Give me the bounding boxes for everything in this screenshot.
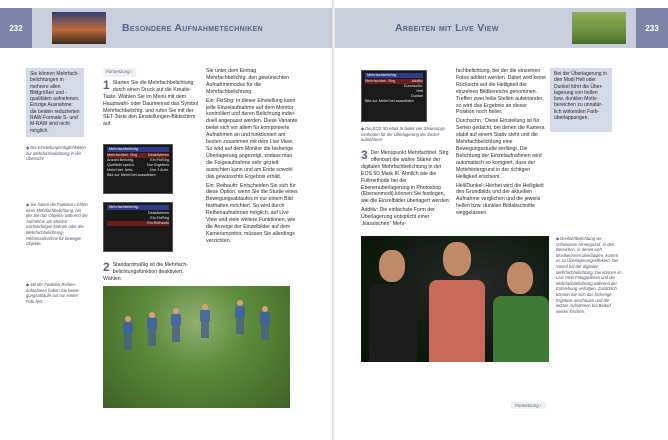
camera-menu-screenshot-1	[103, 144, 173, 194]
menu-row: Quellbild speich. Nur Ergebnis	[107, 163, 169, 167]
header-thumbnail	[52, 12, 106, 44]
camera-menu-screenshot-2	[103, 202, 173, 252]
menu-row: Mehrfachbel. Strg Additiv	[365, 79, 423, 83]
step-number: 1	[103, 77, 110, 92]
right-column-2	[456, 68, 546, 219]
multiple-exposure-photo	[103, 286, 290, 408]
menu-row: Deaktivieren	[147, 211, 169, 215]
jumper-figure	[121, 316, 135, 350]
left-header	[0, 8, 333, 48]
caption-band-photo: ◆Dreifachbelichtung vor schwarzem Hintergrund. In den Bereichen, in denen sich Musikerinnen überlappen, kommt es zu Überlagerungseffekten. Der Vorteil bei der digitalen Mehrfachbelichtung: Die können im Live View Fotografieren und die Mehrfachbelichtung während der Entstehung verfolgen. Zusätzlich können Sie sich das bisherige Ergebnis anschauen und die letzten Aufnahmen bei Bedarf wieder löschen.	[556, 236, 622, 314]
musician-figure	[369, 250, 419, 362]
step-2: 2 Standardmäßig ist die Mehrfachbelichtungsfunktion deaktiviert. Wählen	[103, 260, 188, 282]
musician-figure	[493, 262, 549, 362]
caption-modes: ◆Sie haben die Funktion Lichten einer Mehrfachbelichtung, bei der Sie das Objektiv während der Aufnahme am Monitor nachverfolgen können oder der Mehrfachbelichtung-Reihenaufnahme für bewegte Objekte.	[26, 202, 88, 247]
menu-row: Bild zur Mehrf.bel.auswählen	[107, 173, 156, 177]
caption-marker-icon: ◆	[361, 126, 365, 131]
left-column-2	[206, 68, 298, 247]
step-3: 3 Der Menüpunkt Mehrfachbel. Strg offenbart die wahre Stärke der digitalen Mehrfachbelichtung in der EOS 5D Mark III. Ähnlich wie die Füllmethode bei der Ebenenüberlagerung in Photoshop (Ebenenmodi) können Sie festlegen, wie die Einzelbilder überlagert werden: Additiv: Die einfachste Form der Überlagerung entspricht einer „klassischen“ Mehr-	[361, 148, 451, 228]
paragraph: Sie unter dem Eintrag Mehrfachbelichtg. den gewünschten Aufnahmemodus für die Mehrfachbelichtung:	[206, 68, 290, 95]
sidebar-note: Bei der Überlagerung in den Modi Hell oder Dunkel führt die Überlagerung von hellen bzw. dunklen Motivbereichen zu unnatürlich wirkenden Farbüberlappungen.	[550, 68, 612, 132]
step-1: 1 Starten Sie die Mehrfachbelichtung durch einen Druck auf die Kreativ-Taste. Wählen Sie im Menü mit dem Hauptwahl- oder Daumenrad das Symbol Mehrfachbelichtg. und rufen Sie mit der SET-Taste den Einstellungen-Bildschirm auf.	[103, 77, 199, 128]
right-page	[335, 0, 668, 440]
right-header	[335, 8, 668, 48]
menu-title: Mehrfachbelichtg.	[365, 73, 423, 78]
menu-row: Mehrf.bel. forts. Nur 1 Aufn.	[107, 168, 169, 172]
menu-row: Ein:FktStrg	[150, 216, 169, 220]
caption-series: ◆Mit der Funktion Reihenaufnahmen haben Sie bewegungsabläufe auf nur einem Foto fest.	[26, 282, 80, 304]
caption-menu-methods: ◆Die EOS 5D Mark III bietet vier Steuerungsmethoden für die Überlagerung der Einzelaufnahmen.	[361, 126, 447, 143]
jumper-figure	[258, 306, 272, 340]
paragraph: Hell/Dunkel: Hierbei wird die Helligkeit des Grundbilds und der aktuellen Aufnahme verglichen und die jeweils hellen bzw. dunklen Bildabschnitte weggelassen.	[456, 182, 544, 217]
step-number: 2	[103, 260, 110, 274]
header-thumbnail	[572, 12, 626, 44]
menu-row: Hell	[416, 89, 423, 93]
menu-row: Ein:Reihaufn	[107, 221, 169, 226]
chapter-title: Besondere Aufnahmetechniken	[122, 22, 263, 34]
jumper-figure	[169, 308, 183, 342]
caption-menu-overview: ◆Die Einstellungsmöglichkeiten zur Mehrfachbelichtung in der Übersicht	[26, 145, 86, 162]
jumper-figure	[233, 300, 247, 334]
menu-row: Bild zur Mehrf.bel.auswählen	[365, 99, 414, 103]
menu-title: Mehrfachbelichtg.	[107, 205, 169, 210]
left-column-1	[103, 68, 199, 130]
caption-marker-icon: ◆	[26, 202, 30, 207]
menu-title: Mehrfachbelichtg.	[107, 147, 169, 152]
menu-row: Dunkel	[411, 94, 423, 98]
jumper-figure	[198, 304, 212, 338]
paragraph: Ein: FktStrg: In dieser Einstellung kann jede Einzelaufnahme auf dem Monitor kontrolliert und deren Belichtung individuell angepasst werden. Diese Variante bietet sich vor allem für komponierte Aufnahmen an und funktioniert am besten zusammen mit dem Live View. So wird auf dem Monitor die bisherige Überlagerung angezeigt, sodass man die Folgeaufnahme sehr gezielt ausrichten kann und am Ende sowohl das gewünschte Ergebnis erhält.	[206, 97, 298, 180]
paragraph: fachbelichtung, bei der die einzelnen Fotos addiert werden. Dabei wird keine Rücksicht auf die Helligkeit der einzelnen Bildbereiche genommen. Treffen zwei helle Stellen aufeinander, so wird das Ergebnis an dieser Position noch heller.	[456, 68, 546, 116]
step-number: 3	[361, 148, 368, 162]
page-number: 232	[0, 8, 32, 48]
caption-marker-icon: ◆	[26, 282, 30, 287]
camera-menu-screenshot-3	[361, 70, 427, 122]
continuation-label: Fortsetzung ›	[511, 402, 546, 409]
paragraph: Additiv: Die einfachste Form der Überlagerung entspricht einer „klassischen“ Mehr-	[361, 207, 435, 228]
sidebar-note: Sie können Mehrfachbelichtungen in mehrere allen Bildgrößen und -qualitäten aufnehmen. Einzige Ausnahme: die beiden reduzierten RAW-Formate S- und M-RAW sind nicht möglich.	[26, 68, 84, 137]
caption-marker-icon: ◆	[26, 145, 30, 150]
paragraph: Ein: Reihaufn: Entscheiden Sie sich für diese Option, wenn Sie die Studie eines Bewegungsablaufes in nur einem Bild festhalten möchten. So wird durch Reihenaufnahmen möglich, auf Live View und viele weitere Funktionen, wie die Anzeige der Einzelbilder auf dem Kameramonitor, müssen Sie allerdings verzichten.	[206, 182, 298, 244]
paragraph: Durchschn.: Diese Einstellung ist für Serien gedacht, bei denen die Kamera stabil auf einem Stativ steht und die Mehrfachbelichtung eine Bewegungsstudie einfängt. Die Belichtung der Einzelaufnahmen wird automatisch so korrigiert, dass der Motivhintergrund in der richtigen Helligkeit erscheint.	[456, 118, 545, 180]
band-triple-exposure-photo	[361, 236, 549, 362]
caption-marker-icon: ◆	[556, 236, 560, 241]
continuation-label: Fortsetzung ›	[103, 68, 136, 77]
menu-row: Durchschn.	[403, 84, 423, 88]
menu-row: Anzahl Belichtg. Ein:FktStrg	[107, 158, 169, 162]
musician-figure	[429, 242, 485, 362]
page-number: 233	[636, 8, 668, 48]
left-page	[0, 0, 333, 440]
chapter-title: Arbeiten mit Live View	[395, 22, 499, 34]
jumper-figure	[145, 312, 159, 346]
menu-row: Mehrfachbel. Strg Deaktivieren	[107, 153, 169, 157]
